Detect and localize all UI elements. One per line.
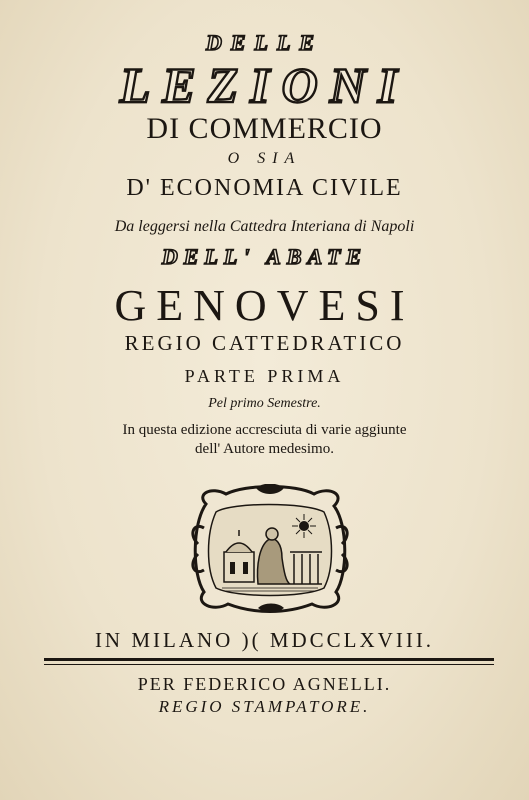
imprint-rule-thin [44, 664, 494, 665]
line-edizione-1: In questa edizione accresciuta di varie aggiunte [122, 422, 407, 438]
line-regio-cattedratico: REGIO CATTEDRATICO [124, 331, 405, 355]
imprint-printer: PER FEDERICO AGNELLI. [137, 674, 392, 694]
line-edizione-2: dell' Autore medesimo. [195, 441, 334, 457]
line-abate: DELL' ABATE [161, 244, 368, 269]
line-osia: O SIA [227, 150, 302, 167]
imprint-rule-thick [44, 658, 494, 661]
heading-delle: DELLE [205, 30, 324, 55]
heading-economia-civile: D' ECONOMIA CIVILE [126, 175, 403, 201]
printer-device-vignette-icon [186, 484, 354, 614]
imprint-printer-role: REGIO STAMPATORE. [158, 697, 371, 716]
line-semestre: Pel primo Semestre. [208, 396, 321, 411]
author-name: GENOVESI [114, 281, 415, 330]
heading-commercio: DI COMMERCIO [146, 112, 383, 145]
line-parte-prima: PARTE PRIMA [184, 366, 345, 386]
line-leggersi: Da leggersi nella Cattedra Interiana di Napoli [114, 218, 415, 235]
heading-lezioni: LEZIONI [119, 57, 410, 113]
imprint-place-date: IN MILANO )( MDCCLXVIII. [94, 628, 435, 652]
